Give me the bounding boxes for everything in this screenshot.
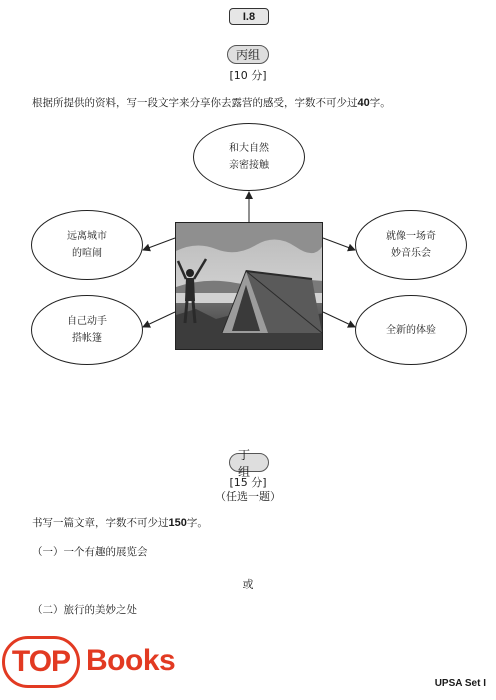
section-d-score: [15 分] xyxy=(229,476,267,489)
camping-photo-illustration xyxy=(176,223,323,350)
instruction-suffix: 字。 xyxy=(369,97,391,109)
bubble-lower-left xyxy=(31,295,143,365)
section-c-title: 丙组 xyxy=(227,45,269,64)
bubble-lower-right xyxy=(355,295,467,365)
logo-books-text: Books xyxy=(86,644,176,677)
bubble-lower-left-line-2: 搭帐篷 xyxy=(72,333,102,344)
section-c-score: [10 分] xyxy=(229,69,267,82)
option-1: （一）一个有趣的展览会 xyxy=(32,546,148,558)
topbooks-logo xyxy=(0,628,200,700)
instruction-prefix: 根据所提供的资料，写一段文字来分享你去露营的感受，字数不可少过 xyxy=(32,97,358,109)
bubble-top-line-2: 亲密接触 xyxy=(229,160,269,171)
or-label: 或 xyxy=(242,578,254,591)
bubble-lower-left-line-1: 自己动手 xyxy=(67,316,107,327)
arrow-to-upper-left xyxy=(143,238,175,250)
arrow-to-lower-right xyxy=(323,312,355,327)
bubble-top xyxy=(193,123,305,191)
arrow-to-lower-left xyxy=(143,312,175,327)
arrow-to-upper-right xyxy=(323,238,355,250)
instruction-prefix: 书写一篇文章，字数不可少过 xyxy=(32,517,169,529)
logo-top-badge: TOP xyxy=(2,636,80,688)
option-2: （二）旅行的美妙之处 xyxy=(32,604,137,616)
bubble-top-line-1: 和大自然 xyxy=(229,143,269,154)
section-d-choice-note: （任选一题） xyxy=(215,490,281,503)
section-d-instruction xyxy=(32,515,208,530)
instruction-number: 150 xyxy=(168,517,187,529)
bubble-lower-right-line-1: 全新的体验 xyxy=(386,324,436,336)
bubble-upper-left xyxy=(31,210,143,280)
instruction-number: 40 xyxy=(357,97,370,109)
page-number-badge: I.8 xyxy=(229,8,269,25)
camping-photo xyxy=(175,222,323,350)
bubble-upper-left-line-2: 的喧闹 xyxy=(72,248,102,259)
section-d-title: 丁组 xyxy=(229,453,269,472)
bubble-upper-left-line-1: 远离城市 xyxy=(67,231,107,242)
bubble-upper-right xyxy=(355,210,467,280)
bubble-upper-right-line-2: 妙音乐会 xyxy=(391,248,431,259)
bubble-upper-right-line-1: 就像一场奇 xyxy=(386,231,436,242)
footer-set-label: UPSA Set I xyxy=(434,678,486,689)
instruction-suffix: 字。 xyxy=(186,517,208,529)
